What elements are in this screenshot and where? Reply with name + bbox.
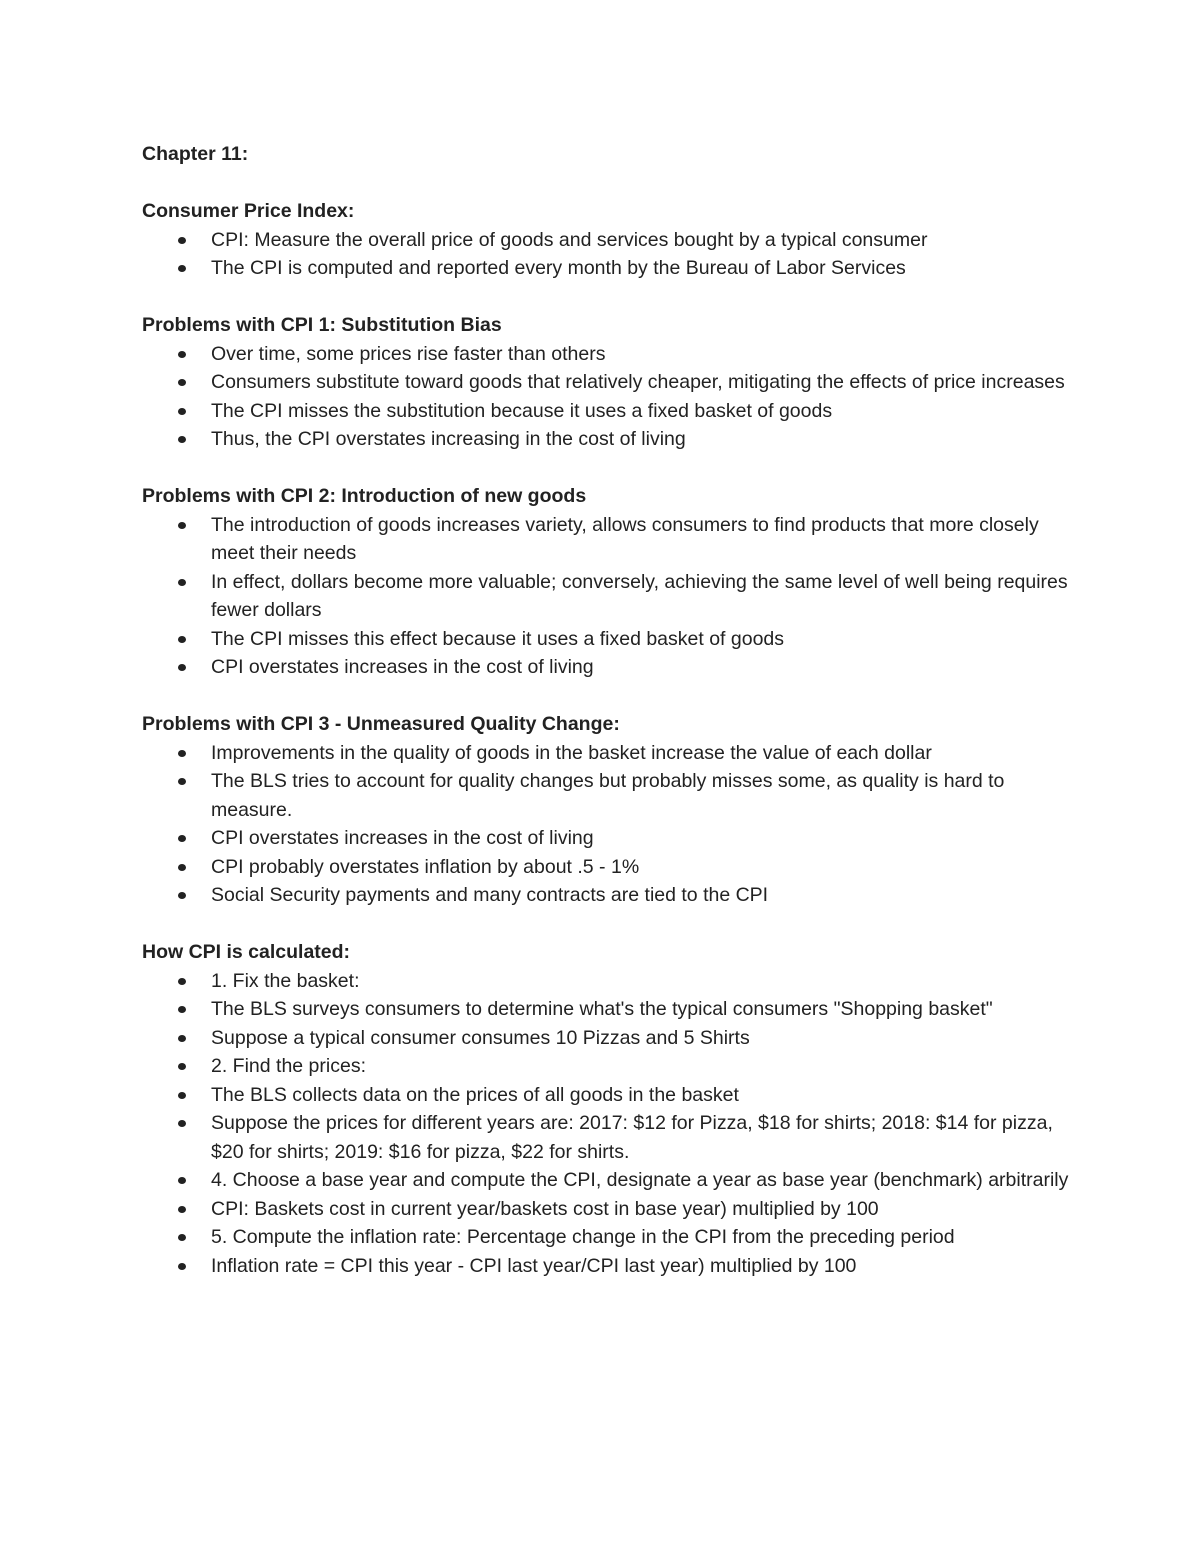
bullet-text: Improvements in the quality of goods in the basket increase the value of each dollar — [211, 741, 932, 764]
bullet-dot-icon — [178, 436, 186, 443]
spacer — [142, 169, 1072, 198]
bullet-text: CPI overstates increases in the cost of living — [211, 827, 594, 849]
bullet-text: Inflation rate = CPI this year - CPI last year/CPI last year) multiplied by 100 — [211, 1254, 857, 1277]
bullet-text: Suppose a typical consumer consumes 10 Pizzas and 5 Shirts — [211, 1026, 750, 1049]
bullet-list — [142, 967, 1072, 1281]
bullet-text: The CPI misses the substitution because it uses a fixed basket of goods — [211, 399, 833, 422]
bullet-text: Social Security payments and many contracts are tied to the CPI — [211, 884, 769, 906]
bullet-dot-icon — [178, 1006, 186, 1013]
bullet-item — [142, 1109, 1072, 1166]
bullet-text: The BLS collects data on the prices of all goods in the basket — [211, 1083, 739, 1106]
bullet-item — [142, 824, 1072, 853]
bullet-text: Thus, the CPI overstates increasing in the cost of living — [211, 428, 686, 450]
bullet-dot-icon — [178, 579, 186, 586]
bullet-text: Over time, some prices rise faster than others — [211, 342, 606, 365]
bullet-dot-icon — [178, 1092, 186, 1099]
bullet-text: The introduction of goods increases variety, allows consumers to find products that more closely meet their needs — [211, 513, 1039, 564]
section — [142, 311, 1072, 454]
bullet-dot-icon — [178, 750, 186, 757]
bullet-dot-icon — [178, 978, 186, 985]
bullet-list — [142, 511, 1072, 682]
bullet-dot-icon — [178, 1035, 186, 1042]
bullet-dot-icon — [178, 351, 186, 358]
bullet-item — [142, 568, 1072, 625]
bullet-list — [142, 340, 1072, 454]
bullet-text: 2. Find the prices: — [211, 1055, 366, 1077]
section — [142, 938, 1072, 1280]
bullet-text: CPI: Measure the overall price of goods and services bought by a typical consumer — [211, 228, 928, 251]
bullet-text: Suppose the prices for different years are: 2017: $12 for Pizza, $18 for shirts; 2018: $14 for pizza, $20 for shirts; 2019: $16 for pizza, $22 for shirts. — [211, 1112, 1053, 1163]
bullet-text: The CPI is computed and reported every month by the Bureau of Labor Services — [211, 257, 906, 279]
bullet-item — [142, 995, 1072, 1024]
bullet-item — [142, 511, 1072, 568]
bullet-item — [142, 767, 1072, 824]
bullet-dot-icon — [178, 835, 186, 842]
section-heading: How CPI is calculated: — [142, 941, 351, 963]
bullet-dot-icon — [178, 892, 186, 899]
bullet-text: In effect, dollars become more valuable; conversely, achieving the same level of well being requires fewer dollars — [211, 570, 1068, 621]
bullet-list — [142, 739, 1072, 910]
bullet-item — [142, 881, 1072, 910]
bullet-text: CPI: Baskets cost in current year/baskets cost in base year) multiplied by 100 — [211, 1197, 879, 1220]
bullet-text: 5. Compute the inflation rate: Percentage change in the CPI from the preceding period — [211, 1226, 955, 1248]
bullet-text: CPI overstates increases in the cost of living — [211, 656, 594, 678]
bullet-text: The BLS tries to account for quality changes but probably misses some, as quality is hard to measure. — [211, 770, 1005, 821]
bullet-dot-icon — [178, 265, 186, 272]
bullet-dot-icon — [178, 522, 186, 529]
bullet-text: The CPI misses this effect because it uses a fixed basket of goods — [211, 627, 785, 650]
section-heading: Consumer Price Index: — [142, 200, 355, 222]
bullet-item — [142, 226, 1072, 255]
bullet-dot-icon — [178, 636, 186, 643]
bullet-item — [142, 653, 1072, 682]
bullet-text: 4. Choose a base year and compute the CPI, designate a year as base year (benchmark) arbitrarily — [211, 1169, 1069, 1191]
bullet-dot-icon — [178, 237, 186, 244]
bullet-dot-icon — [178, 1234, 186, 1241]
bullet-dot-icon — [178, 1063, 186, 1070]
bullet-text: CPI probably overstates inflation by about .5 - 1% — [211, 855, 640, 878]
bullet-dot-icon — [178, 1263, 186, 1270]
bullet-dot-icon — [178, 664, 186, 671]
bullet-dot-icon — [178, 1177, 186, 1184]
bullet-dot-icon — [178, 1206, 186, 1213]
bullet-item — [142, 1223, 1072, 1252]
section-heading: Problems with CPI 2: Introduction of new goods — [142, 485, 587, 507]
bullet-dot-icon — [178, 864, 186, 871]
bullet-item — [142, 967, 1072, 996]
bullet-item — [142, 739, 1072, 768]
bullet-item — [142, 1081, 1072, 1110]
bullet-item — [142, 254, 1072, 283]
bullet-dot-icon — [178, 379, 186, 386]
section-heading: Problems with CPI 3 - Unmeasured Quality Change: — [142, 713, 620, 735]
bullet-item — [142, 1024, 1072, 1053]
bullet-text: Consumers substitute toward goods that relatively cheaper, mitigating the effects of price increases — [211, 371, 1065, 393]
section — [142, 710, 1072, 910]
bullet-item — [142, 1195, 1072, 1224]
document-page — [142, 140, 1072, 1309]
chapter-title: Chapter 11: — [142, 143, 249, 165]
bullet-item — [142, 425, 1072, 454]
section — [142, 482, 1072, 682]
bullet-item — [142, 368, 1072, 397]
bullet-item — [142, 1166, 1072, 1195]
sections-container — [142, 197, 1072, 1280]
bullet-item — [142, 1052, 1072, 1081]
section-heading: Problems with CPI 1: Substitution Bias — [142, 314, 502, 336]
bullet-text: The BLS surveys consumers to determine what's the typical consumers "Shopping basket" — [211, 998, 993, 1020]
bullet-item — [142, 625, 1072, 654]
bullet-dot-icon — [178, 1120, 186, 1127]
bullet-list — [142, 226, 1072, 283]
bullet-item — [142, 853, 1072, 882]
bullet-dot-icon — [178, 408, 186, 415]
section — [142, 197, 1072, 283]
bullet-dot-icon — [178, 778, 186, 785]
bullet-item — [142, 1252, 1072, 1281]
bullet-text: 1. Fix the basket: — [211, 969, 360, 992]
bullet-item — [142, 397, 1072, 426]
bullet-item — [142, 340, 1072, 369]
